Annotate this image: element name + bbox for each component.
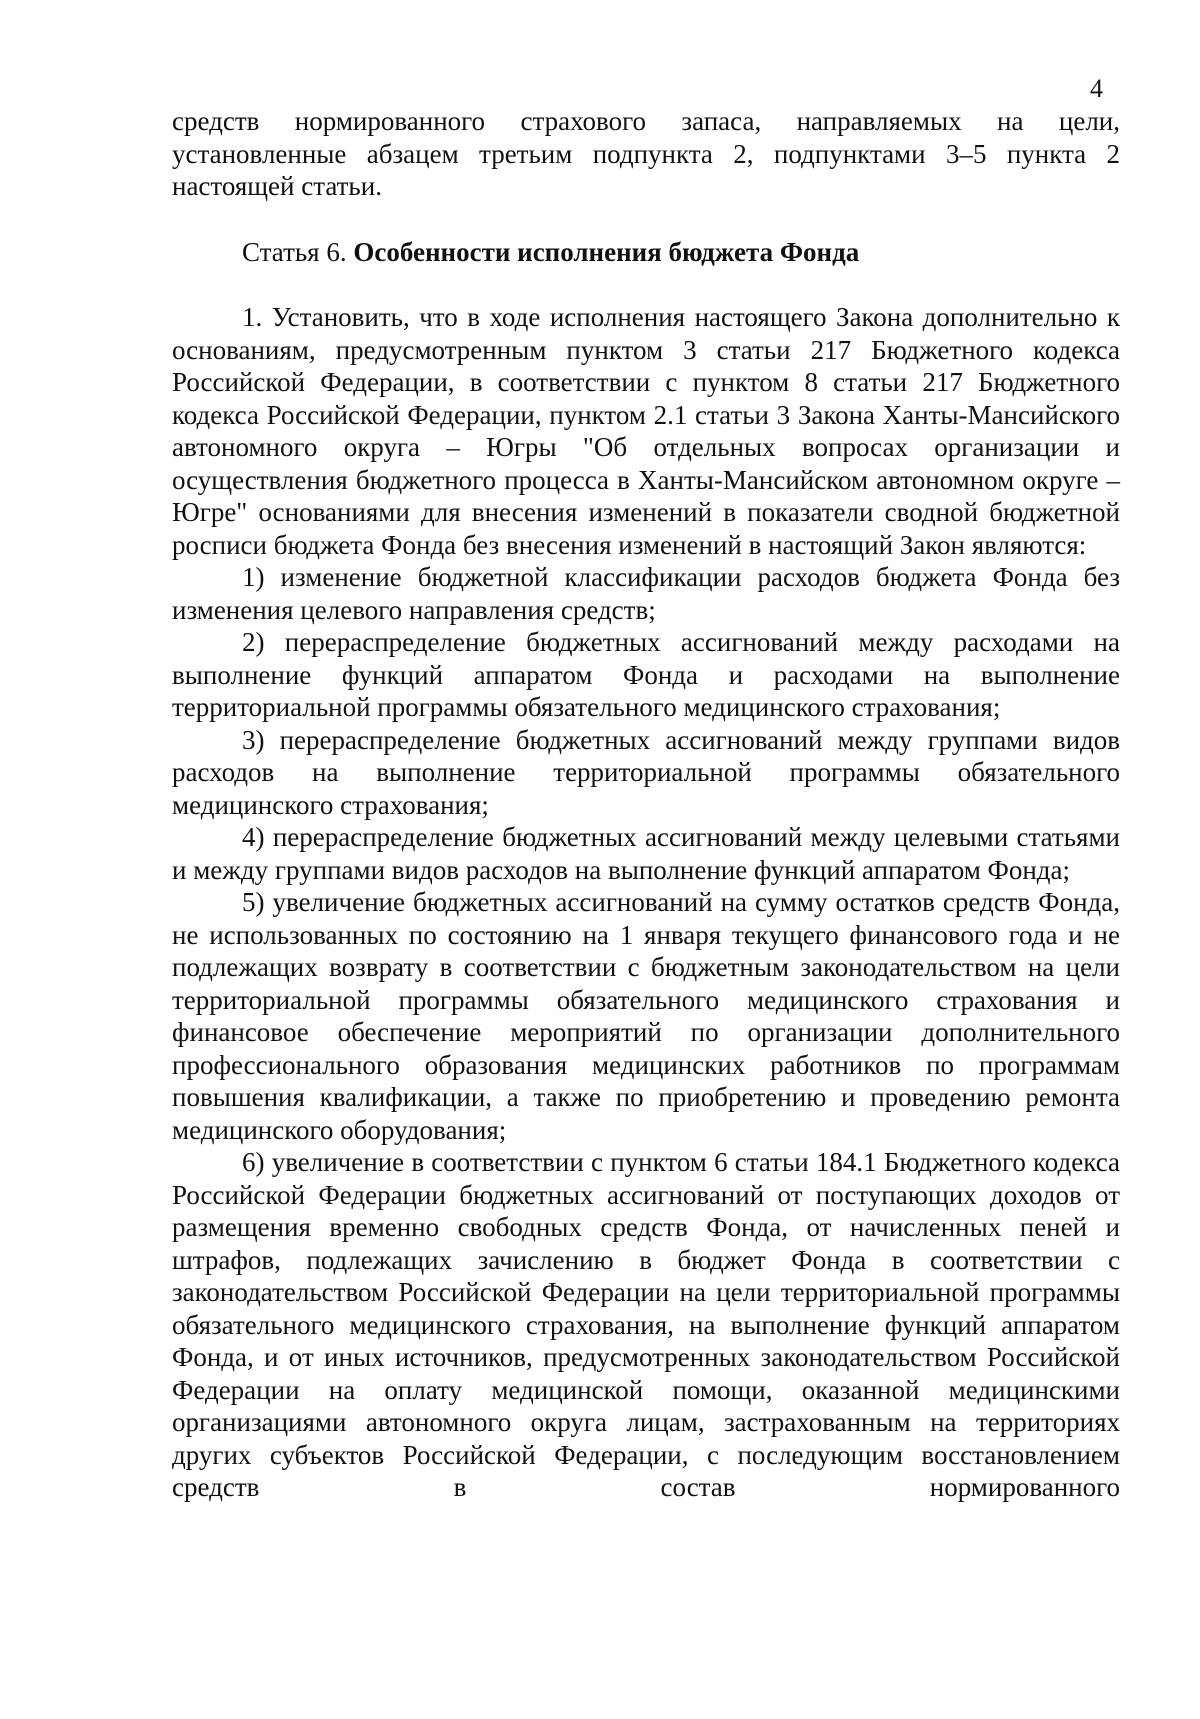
- list-item-5: 5) увеличение бюджетных ассигнований на сумму остатков средств Фонда, не использованных по состоянию на 1 января текущего финансового года и не подлежащих возврату в соответствии с бюджетным законодательством на цели территориальной программы обязательного медицинского страхования и финансовое обеспечение мероприятий по организации дополнительного профессионального образования медицинских работников по программам повышения квалификации, а также по приобретению и проведению ремонта медицинского оборудования;: [172, 887, 1120, 1145]
- clause-1-paragraph: 1. Установить, что в ходе исполнения настоящего Закона дополнительно к основаниям, предусмотренным пунктом 3 статьи 217 Бюджетного кодекса Российской Федерации, в соответствии с пунктом 8 статьи 217 Бюджетного кодекса Российской Федерации, пунктом 2.1 статьи 3 Закона Ханты-Мансийского автономного округа – Югры "Об отдельных вопросах организации и осуществления бюджетного процесса в Ханты-Мансийском автономном округе – Югре" основаниями для внесения изменений в показатели сводной бюджетной росписи бюджета Фонда без внесения изменений в настоящий Закон являются:: [172, 302, 1120, 560]
- article-title: Особенности исполнения бюджета Фонда: [353, 236, 860, 267]
- list-item-2: 2) перераспределение бюджетных ассигнований между расходами на выполнение функций аппаратом Фонда и расходами на выполнение территориальной программы обязательного медицинского страхования;: [172, 627, 1120, 722]
- list-item-6: 6) увеличение в соответствии с пунктом 6 статьи 184.1 Бюджетного кодекса Российской Федерации бюджетных ассигнований от поступающих доходов от размещения временно свободных средств Фонда, от начисленных пеней и штрафов, подлежащих зачислению в бюджет Фонда в соответствии с законодательством Российской Федерации на цели территориальной программы обязательного медицинского страхования, на выполнение функций аппаратом Фонда, и от иных источников, предусмотренных законодательством Российской Федерации на оплату медицинской помощи, оказанной медицинскими организациями автономного округа лицам, застрахованным на территориях других субъектов Российской Федерации, с последующим восстановлением средств в состав нормированного: [172, 1147, 1120, 1502]
- page-number: 4: [1090, 74, 1103, 103]
- article-heading: [172, 236, 1120, 269]
- article-number: Статья 6.: [242, 236, 347, 267]
- document-body: [172, 105, 1120, 1504]
- continuation-paragraph: средств нормированного страхового запаса, направляемых на цели, установленные абзацем третьим подпункта 2, подпунктами 3–5 пункта 2 настоящей статьи.: [172, 106, 1120, 201]
- list-item-3: 3) перераспределение бюджетных ассигнований между группами видов расходов на выполнение территориальной программы обязательного медицинского страхования;: [172, 724, 1120, 820]
- list-item-4: 4) перераспределение бюджетных ассигнований между целевыми статьями и между группами видов расходов на выполнение функций аппаратом Фонда;: [172, 822, 1120, 885]
- list-item-1: 1) изменение бюджетной классификации расходов бюджета Фонда без изменения целевого направления средств;: [172, 562, 1120, 625]
